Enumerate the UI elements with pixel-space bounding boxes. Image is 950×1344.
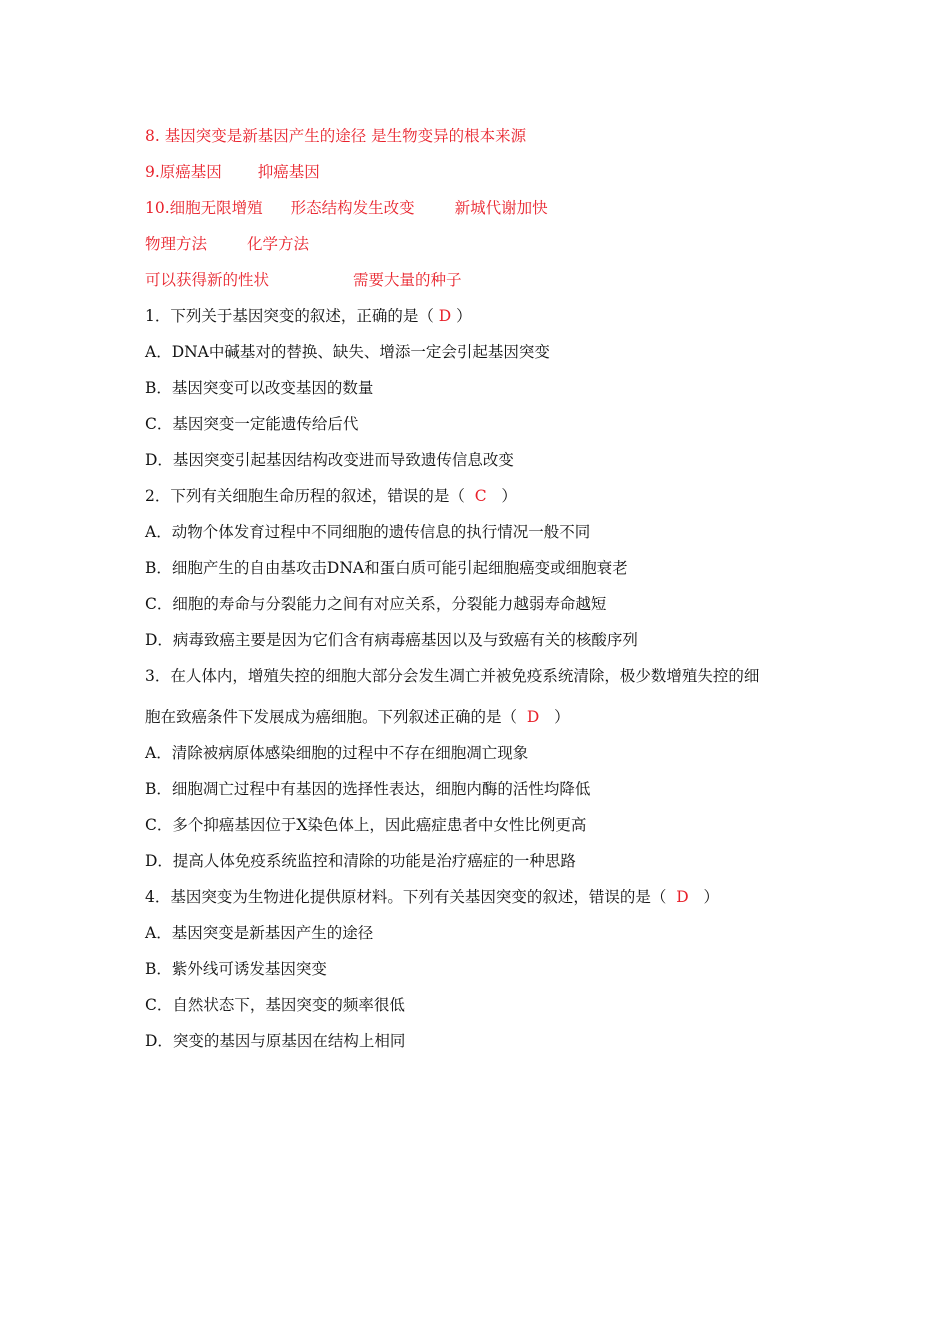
question-4-stem bbox=[145, 887, 719, 907]
question-3-paren-close: ） bbox=[554, 708, 570, 726]
question-1-option-c: C．基因突变一定能遗传给后代 bbox=[145, 415, 359, 433]
question-4-paren-close: ） bbox=[703, 888, 719, 906]
question-2-text: 2．下列有关细胞生命历程的叙述，错误的是（ bbox=[145, 487, 465, 505]
question-4-option-d: D．突变的基因与原基因在结构上相同 bbox=[145, 1032, 406, 1050]
answer-line-11 bbox=[145, 234, 309, 254]
question-1-option-d: D．基因突变引起基因结构改变进而导致遗传信息改变 bbox=[145, 451, 514, 469]
answer-line-10 bbox=[145, 198, 548, 218]
answer-line-8: 8. 基因突变是新基因产生的途径 是生物变异的根本来源 bbox=[145, 127, 527, 145]
answer-10-item-1: 10.细胞无限增殖 bbox=[145, 199, 263, 217]
question-1-text: 1．下列关于基因突变的叙述，正确的是（ bbox=[145, 307, 434, 325]
question-4-option-a: A．基因突变是新基因产生的途径 bbox=[145, 924, 374, 942]
answer-9-item-1: 9.原癌基因 bbox=[145, 163, 222, 181]
answer-10-item-2: 形态结构发生改变 bbox=[290, 199, 415, 217]
answer-10-item-3: 新城代谢加快 bbox=[454, 199, 548, 217]
question-2-paren-close: ） bbox=[501, 487, 517, 505]
question-2-answer: C bbox=[464, 487, 502, 505]
answer-12-item-1: 可以获得新的性状 bbox=[145, 271, 270, 289]
question-3-option-c: C．多个抑癌基因位于X染色体上，因此癌症患者中女性比例更高 bbox=[145, 816, 587, 834]
question-3-answer: D bbox=[517, 708, 555, 726]
answer-12-item-2: 需要大量的种子 bbox=[353, 271, 462, 289]
answer-line-9 bbox=[145, 162, 320, 182]
question-4-answer: D bbox=[666, 888, 704, 906]
question-1-option-b: B．基因突变可以改变基因的数量 bbox=[145, 379, 374, 397]
question-2-option-c: C．细胞的寿命与分裂能力之间有对应关系，分裂能力越弱寿命越短 bbox=[145, 595, 607, 613]
question-4-option-b: B．紫外线可诱发基因突变 bbox=[145, 960, 327, 978]
question-1-stem bbox=[145, 306, 472, 326]
answer-11-item-2: 化学方法 bbox=[247, 235, 310, 253]
answer-11-item-1: 物理方法 bbox=[145, 235, 208, 253]
question-2-option-d: D．病毒致癌主要是因为它们含有病毒癌基因以及与致癌有关的核酸序列 bbox=[145, 631, 638, 649]
question-1-answer: D bbox=[433, 307, 457, 325]
question-3-text: 胞在致癌条件下发展成为癌细胞。下列叙述正确的是（ bbox=[145, 708, 518, 726]
question-3-option-a: A．清除被病原体感染细胞的过程中不存在细胞凋亡现象 bbox=[145, 744, 529, 762]
question-1-paren-close: ） bbox=[456, 307, 472, 325]
answer-9-item-2: 抑癌基因 bbox=[257, 163, 320, 181]
question-2-option-a: A．动物个体发育过程中不同细胞的遗传信息的执行情况一般不同 bbox=[145, 523, 591, 541]
question-3-stem-line-2 bbox=[145, 707, 570, 727]
answer-line-12 bbox=[145, 270, 462, 290]
question-4-text: 4．基因突变为生物进化提供原材料。下列有关基因突变的叙述，错误的是（ bbox=[145, 888, 667, 906]
question-3-stem-line-1: 3．在人体内，增殖失控的细胞大部分会发生凋亡并被免疫系统清除，极少数增殖失控的细 bbox=[145, 667, 760, 685]
question-2-stem bbox=[145, 486, 517, 506]
question-3-option-d: D．提高人体免疫系统监控和清除的功能是治疗癌症的一种思路 bbox=[145, 852, 576, 870]
question-3-option-b: B．细胞凋亡过程中有基因的选择性表达，细胞内酶的活性均降低 bbox=[145, 780, 591, 798]
question-4-option-c: C．自然状态下，基因突变的频率很低 bbox=[145, 996, 405, 1014]
question-1-option-a: A．DNA中碱基对的替换、缺失、增添一定会引起基因突变 bbox=[145, 343, 550, 361]
question-2-option-b: B．细胞产生的自由基攻击DNA和蛋白质可能引起细胞癌变或细胞衰老 bbox=[145, 559, 628, 577]
